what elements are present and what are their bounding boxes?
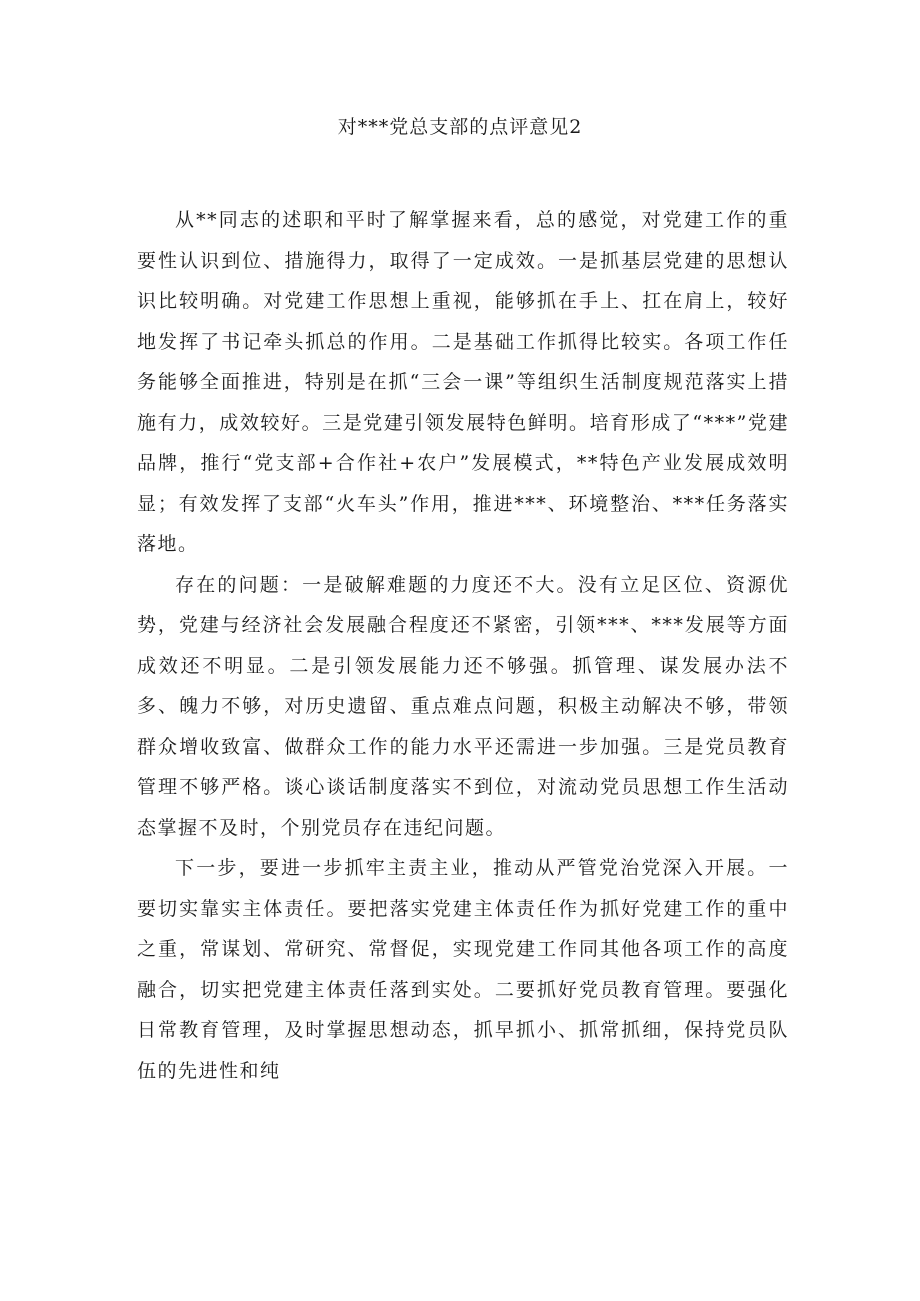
document-body xyxy=(137,200,789,1091)
paragraph-problems: 存在的问题：一是破解难题的力度还不大。没有立足区位、资源优势，党建与经济社会发展融合程度还不紧密，引领***、***发展等方面成效还不明显。二是引领发展能力还不够强。抓管理、谋发展办法不多、魄力不够，对历史遗留、重点难点问题，积极主动解决不够，带领群众增收致富、做群众工作的能力水平还需进一步加强。三是党员教育管理不够严格。谈心谈话制度落实不到位，对流动党员思想工作生活动态掌握不及时，个别党员存在违纪问题。 xyxy=(137,573,789,839)
paragraph-achievements: 从**同志的述职和平时了解掌握来看，总的感觉，对党建工作的重要性认识到位、措施得力，取得了一定成效。一是抓基层党建的思想认识比较明确。对党建工作思想上重视，能够抓在手上、扛在肩上，较好地发挥了书记牵头抓总的作用。二是基础工作抓得比较实。各项工作任务能够全面推进，特别是在抓“三会一课”等组织生活制度规范落实上措施有力，成效较好。三是党建引领发展特色鲜明。培育形成了“***”党建品牌，推行“党支部+合作社+农户”发展模式，**特色产业发展成效明显；有效发挥了支部“火车头”作用，推进***、环境整治、***任务落实落地。 xyxy=(137,209,789,555)
paragraph-next-steps: 下一步，要进一步抓牢主责主业，推动从严管党治党深入开展。一要切实靠实主体责任。要把落实党建主体责任作为抓好党建工作的重中之重，常谋划、常研究、常督促，实现党建工作同其他各项工作的高度融合，切实把党建主体责任落到实处。二要抓好党员教育管理。要强化日常教育管理，及时掌握思想动态，抓早抓小、抓常抓细，保持党员队伍的先进性和纯 xyxy=(137,857,789,1082)
document-title: 对***党总支部的点评意见2 xyxy=(337,116,583,138)
